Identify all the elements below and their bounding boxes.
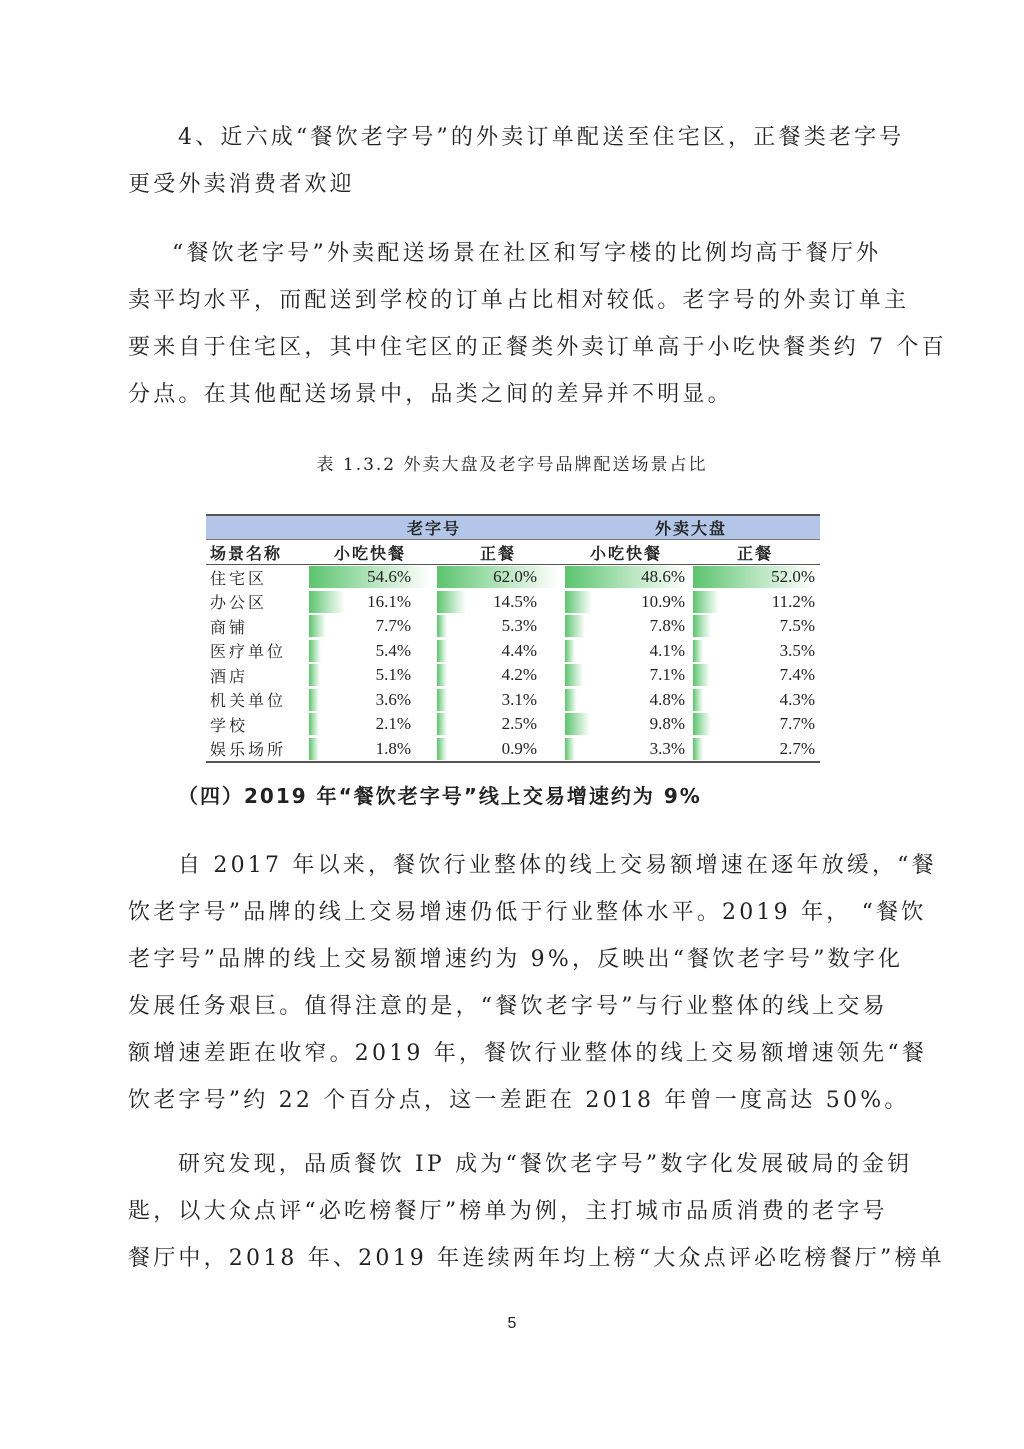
paragraph-2: [128, 842, 937, 1124]
table-row: [206, 737, 820, 763]
value-cell: [434, 614, 562, 639]
value-label: 9.8%: [649, 714, 686, 734]
table-row: [206, 688, 820, 713]
scene-name-cell: 学校: [210, 715, 249, 735]
value-label: 7.5%: [779, 616, 816, 636]
section-title: [128, 114, 905, 208]
section-heading-4: （四）2019 年“餐饮老字号”线上交易增速约为 9%: [178, 784, 702, 808]
value-label: 4.2%: [501, 665, 538, 685]
paragraph-line: 要来自于住宅区，其中住宅区的正餐类外卖订单高于小吃快餐类约 7 个百: [128, 335, 947, 360]
value-cell: [690, 712, 820, 737]
scene-name-cell: 娱乐场所: [206, 737, 306, 763]
table-row: [206, 565, 820, 590]
table-group-header-row: [206, 515, 820, 540]
value-cell: [306, 614, 434, 639]
table-body: [206, 565, 820, 763]
scene-name-cell: 办公区: [210, 593, 268, 613]
value-cell: [690, 688, 820, 713]
value-cell: [306, 688, 434, 713]
value-label: 7.4%: [779, 665, 816, 685]
value-label: 2.1%: [375, 714, 411, 734]
value-label: 48.6%: [641, 567, 686, 587]
table-row: [206, 663, 820, 688]
value-cell: [434, 712, 562, 737]
value-cell: [434, 737, 562, 763]
value-label: 4.1%: [649, 640, 686, 660]
value-cell: [562, 590, 690, 615]
group-header-laozihao: 老字号: [306, 515, 562, 540]
table-row: [206, 639, 820, 664]
scene-name-cell: 酒店: [210, 666, 249, 686]
value-cell: [690, 737, 820, 763]
column-header-snack: 小吃快餐: [562, 540, 690, 565]
table-header-blank: [206, 515, 306, 540]
value-cell: [306, 565, 434, 590]
value-cell: [562, 663, 690, 688]
paragraph-line: 研究发现，品质餐饮 IP 成为“餐饮老字号”数字化发展破局的金钥: [178, 1152, 913, 1177]
scene-name-cell: 商铺: [210, 617, 249, 637]
value-cell: [690, 639, 820, 664]
value-label: 16.1%: [367, 591, 411, 611]
value-cell: [562, 639, 690, 664]
value-label: 4.3%: [779, 689, 816, 709]
paragraph-1: [128, 230, 947, 418]
value-label: 7.1%: [649, 665, 686, 685]
scene-name-cell: 住宅区: [210, 568, 268, 588]
group-header-waimai: 外卖大盘: [562, 515, 820, 540]
value-label: 7.8%: [649, 616, 686, 636]
page-number: 5: [507, 1315, 517, 1332]
paragraph-line: 卖平均水平，而配送到学校的订单占比相对较低。老字号的外卖订单主: [128, 288, 910, 313]
value-label: 3.1%: [501, 689, 538, 709]
value-label: 3.6%: [375, 689, 411, 709]
scene-name-cell: 机关单位: [210, 691, 287, 711]
section-title-line: 更受外卖消费者欢迎: [128, 172, 355, 197]
value-label: 2.5%: [501, 714, 538, 734]
paragraph-line: 饮老字号”约 22 个百分点，这一差距在 2018 年曾一度高达 50%。: [128, 1088, 910, 1113]
value-cell: [434, 565, 562, 590]
value-label: 54.6%: [367, 567, 411, 587]
value-label: 14.5%: [493, 591, 538, 611]
column-header-dinner: 正餐: [690, 540, 820, 565]
value-label: 52.0%: [771, 567, 816, 587]
value-label: 2.7%: [779, 738, 816, 758]
column-header-scene: 场景名称: [206, 540, 306, 565]
table-column-header-row: [206, 540, 820, 565]
column-header-snack: 小吃快餐: [306, 540, 434, 565]
value-label: 3.5%: [779, 640, 816, 660]
value-label: 5.1%: [375, 665, 411, 685]
value-cell: [306, 639, 434, 664]
paragraph-line: 匙，以大众点评“必吃榜餐厅”榜单为例，主打城市品质消费的老字号: [128, 1199, 888, 1224]
value-label: 3.3%: [649, 738, 686, 758]
column-header-dinner: 正餐: [434, 540, 562, 565]
value-label: 4.8%: [649, 689, 686, 709]
table-row: [206, 590, 820, 615]
scene-name-cell: 医疗单位: [210, 642, 287, 662]
paragraph-line: 自 2017 年以来，餐饮行业整体的线上交易额增速在逐年放缓，“餐: [178, 853, 937, 878]
value-cell: [690, 614, 820, 639]
table-row: [206, 712, 820, 737]
value-cell: [306, 737, 434, 763]
value-cell: [690, 590, 820, 615]
delivery-scene-table: [206, 514, 820, 763]
value-label: 10.9%: [641, 591, 686, 611]
value-cell: [562, 688, 690, 713]
value-cell: [690, 565, 820, 590]
value-cell: [306, 663, 434, 688]
paragraph-line: 发展任务艰巨。值得注意的是，“餐饮老字号”与行业整体的线上交易: [128, 994, 888, 1019]
value-label: 4.4%: [501, 640, 538, 660]
value-cell: [562, 712, 690, 737]
value-cell: [306, 712, 434, 737]
value-cell: [306, 590, 434, 615]
value-cell: [434, 590, 562, 615]
value-cell: [562, 565, 690, 590]
value-label: 7.7%: [779, 714, 816, 734]
paragraph-line: 老字号”品牌的线上交易额增速约为 9%，反映出“餐饮老字号”数字化: [128, 947, 904, 972]
value-label: 5.3%: [501, 616, 538, 636]
paragraph-line: 饮老字号”品牌的线上交易增速仍低于行业整体水平。2019 年， “餐饮: [128, 900, 927, 925]
value-label: 0.9%: [501, 738, 538, 758]
value-label: 7.7%: [375, 616, 411, 636]
paragraph-line: 额增速差距在收窄。2019 年，餐饮行业整体的线上交易额增速领先“餐: [128, 1041, 928, 1066]
value-cell: [434, 639, 562, 664]
value-label: 5.4%: [375, 640, 411, 660]
section-title-line: 4、近六成“餐饮老字号”的外卖订单配送至住宅区，正餐类老字号: [178, 125, 905, 150]
paragraph-line: 分点。在其他配送场景中，品类之间的差异并不明显。: [128, 382, 733, 407]
value-cell: [562, 737, 690, 763]
paragraph-3: [128, 1141, 945, 1282]
value-cell: [434, 663, 562, 688]
value-label: 1.8%: [375, 738, 411, 758]
value-cell: [562, 614, 690, 639]
table-row: [206, 614, 820, 639]
table-caption: 表 1.3.2 外卖大盘及老字号品牌配送场景占比: [316, 455, 708, 475]
value-cell: [434, 688, 562, 713]
value-label: 11.2%: [771, 591, 816, 611]
paragraph-line: 餐厅中，2018 年、2019 年连续两年均上榜“大众点评必吃榜餐厅”榜单: [128, 1246, 945, 1271]
value-label: 62.0%: [493, 567, 538, 587]
value-cell: [690, 663, 820, 688]
paragraph-line: “餐饮老字号”外卖配送场景在社区和写字楼的比例均高于餐厅外: [172, 241, 882, 266]
